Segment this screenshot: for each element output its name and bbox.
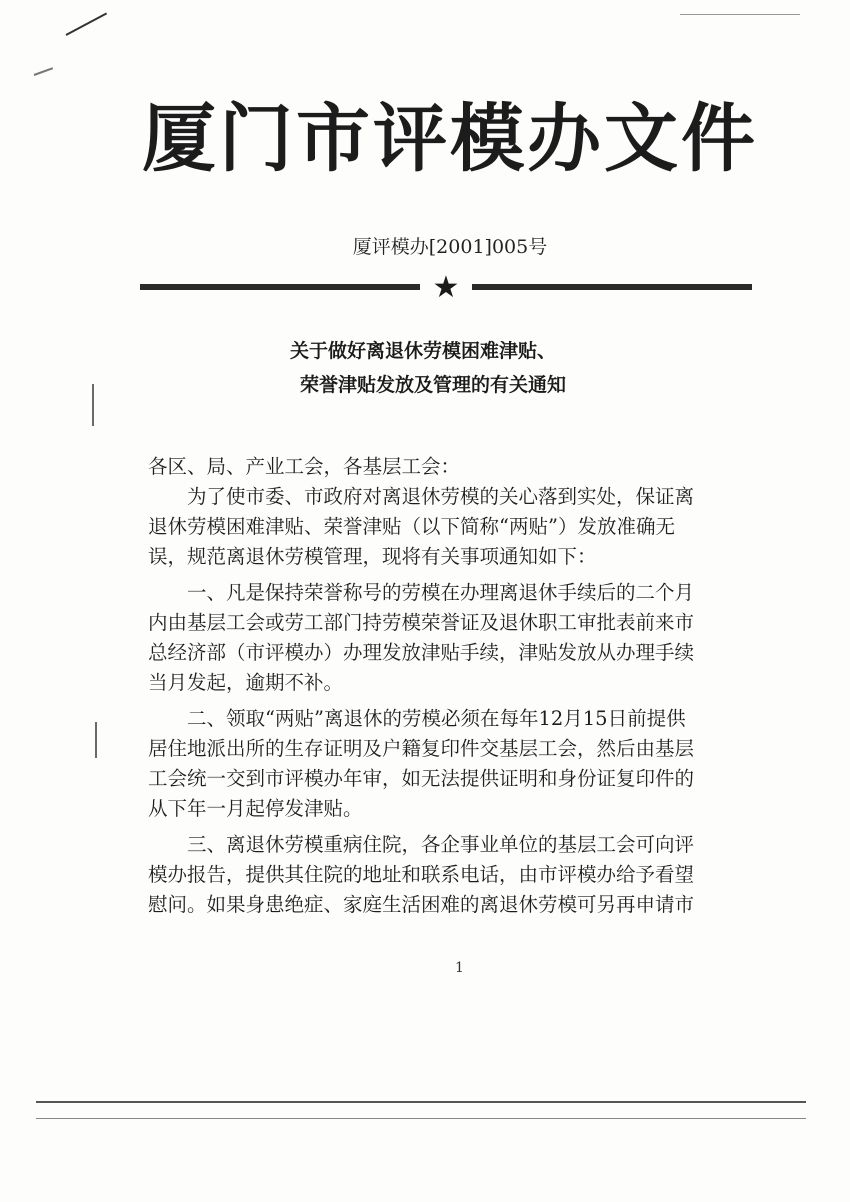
salutation: 各区、局、产业工会，各基层工会： <box>148 455 461 478</box>
body-line: 工会统一交到市评模办年审，如无法提供证明和身份证复印件的 <box>148 767 695 790</box>
body-line: 三、离退休劳模重病住院，各企事业单位的基层工会可向评 <box>148 833 695 856</box>
page-number: 1 <box>455 960 464 976</box>
body-line: 总经济部（市评模办）办理发放津贴手续，津贴发放从办理手续 <box>148 641 695 664</box>
scan-bottom-edge <box>36 1118 806 1119</box>
body-line: 当月发起，逾期不补。 <box>148 671 344 694</box>
scan-edge-mark <box>92 384 94 426</box>
body-line: 误，规范离退休劳模管理，现将有关事项通知如下： <box>148 545 597 568</box>
body-line: 二、领取“两贴”离退休的劳模必须在每年12月15日前提供 <box>148 707 686 730</box>
document-number: 厦评模办[2001]005号 <box>352 236 548 258</box>
body-line: 内由基层工会或劳工部门持劳模荣誉证及退休职工审批表前来市 <box>148 611 695 634</box>
scan-scratch <box>34 67 53 76</box>
body-line: 从下年一月起停发津贴。 <box>148 797 363 820</box>
notice-body <box>148 452 788 920</box>
notice-title <box>290 334 630 402</box>
scan-edge-mark <box>680 14 800 15</box>
body-line: 居住地派出所的生存证明及户籍复印件交基层工会，然后由基层 <box>148 737 695 760</box>
scan-scratch <box>66 13 108 36</box>
body-line: 为了使市委、市政府对离退休劳模的关心落到实处，保证离 <box>148 485 695 508</box>
document-header-title: 厦门市评模办文件 <box>142 96 758 182</box>
notice-title-line: 关于做好离退休劳模困难津贴、 <box>290 340 557 362</box>
body-line: 慰问。如果身患绝症、家庭生活困难的离退休劳模可另再申请市 <box>148 893 695 916</box>
notice-title-line: 荣誉津贴发放及管理的有关通知 <box>300 374 567 396</box>
body-line: 退休劳模困难津贴、荣誉津贴（以下简称“两贴”）发放准确无 <box>148 515 675 538</box>
scan-edge-mark <box>95 722 97 758</box>
header-divider-right <box>472 284 752 290</box>
header-divider-left <box>140 284 420 290</box>
body-line: 模办报告，提供其住院的地址和联系电话，由市评模办给予看望 <box>148 863 695 886</box>
body-line: 一、凡是保持荣誉称号的劳模在办理离退休手续后的二个月 <box>148 581 695 604</box>
star-icon: ★ <box>432 270 460 305</box>
scan-bottom-edge <box>36 1101 806 1103</box>
